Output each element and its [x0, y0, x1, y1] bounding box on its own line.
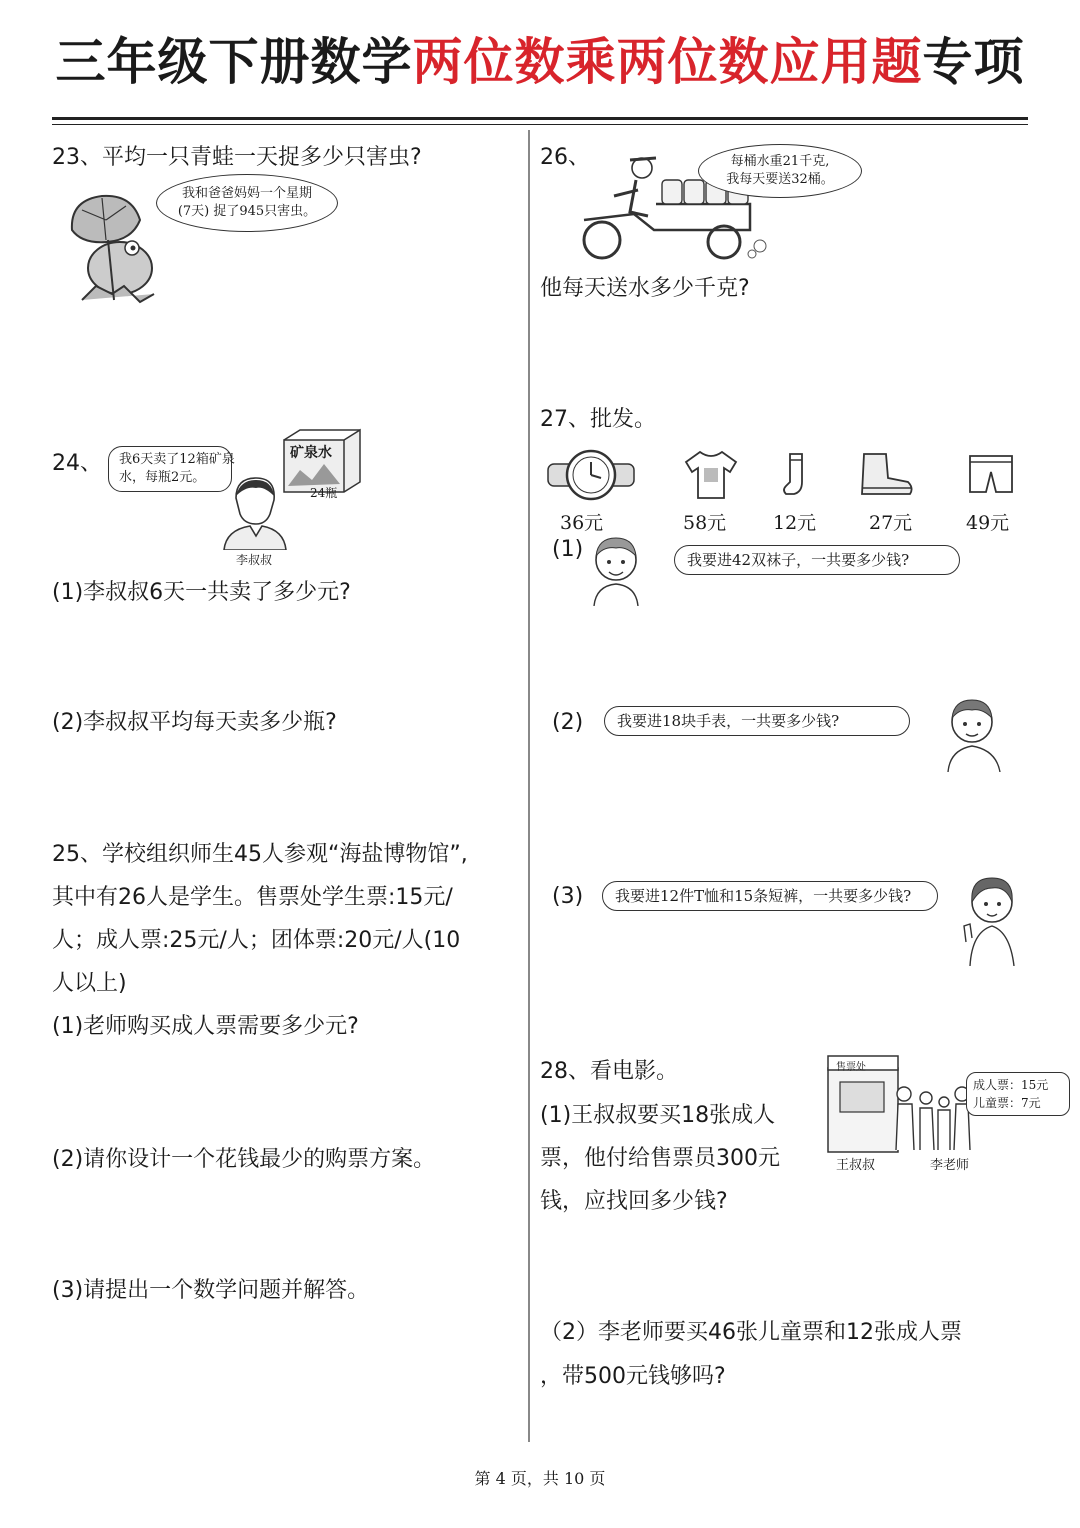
adult-ticket-price: 成人票：15元	[973, 1078, 1049, 1092]
girl-icon	[958, 872, 1018, 966]
q27-sub3-label: (3)	[552, 884, 584, 909]
frog-with-leaf-icon	[62, 190, 172, 310]
teacher-li-caption: 李老师	[930, 1158, 970, 1173]
watch-icon	[546, 448, 636, 502]
q24-speech-bubble	[108, 446, 235, 492]
sock-icon	[782, 452, 808, 498]
q25-line-3: 人；成人票:25元/人；团体票:20元/人(10	[52, 928, 461, 953]
ticket-booth-sign: 售票处	[836, 1062, 866, 1073]
title-part-3: 专项	[922, 32, 1025, 91]
q24-sub2: (2)李叔叔平均每天卖多少瓶?	[52, 710, 337, 735]
price-boot: 27元	[869, 512, 913, 534]
q28-sub1-line-3: 钱，应找回多少钱?	[540, 1189, 728, 1214]
q25-line-2: 其中有26人是学生。售票处学生票:15元/	[52, 885, 453, 910]
q28-sub2-line-2: ，带500元钱够吗?	[540, 1364, 726, 1389]
box-label: 矿泉水	[290, 445, 332, 461]
q28-sub2-line-1: （2）李老师要买46张儿童票和12张成人票	[540, 1320, 962, 1345]
q23-bubble-line-1: 我和爸爸妈妈一个星期	[181, 186, 312, 201]
q26-bubble-line-1: 每桶水重21千克,	[730, 154, 830, 169]
q25-sub3: (3)请提出一个数学问题并解答。	[52, 1278, 370, 1303]
title-rule-thick	[52, 117, 1028, 120]
q28-title: 28、看电影。	[540, 1059, 678, 1084]
q27-sub3-bubble: 我要进12件T恤和15条短裤，一共要多少钱?	[602, 881, 938, 911]
uncle-li-icon	[220, 474, 290, 550]
boy-icon	[940, 694, 1010, 772]
price-shorts: 49元	[966, 512, 1010, 534]
uncle-wang-caption: 王叔叔	[836, 1158, 876, 1173]
price-watch: 36元	[560, 512, 604, 534]
q24-bubble-line-2: 水，每瓶2元。	[119, 470, 206, 485]
q27-sub1-label: (1)	[552, 537, 584, 562]
q26-question: 他每天送水多少千克?	[540, 276, 750, 301]
q24-number: 24、	[52, 451, 102, 476]
shorts-icon	[968, 454, 1014, 496]
page-title	[0, 22, 1080, 94]
q25-line-4: 人以上)	[52, 971, 127, 996]
title-part-2: 两位数乘两位数应用题	[412, 32, 923, 91]
price-sock: 12元	[773, 512, 817, 534]
q23-speech-bubble	[156, 174, 338, 232]
q23-bubble-line-2: (7天) 捉了945只害虫。	[177, 204, 317, 219]
price-tshirt: 58元	[683, 512, 727, 534]
q26-number: 26、	[540, 145, 590, 170]
q24-bubble-line-1: 我6天卖了12箱矿泉	[119, 452, 235, 467]
title-rule-thin	[52, 124, 1028, 125]
boot-icon	[858, 448, 916, 500]
q27-title: 27、批发。	[540, 407, 656, 432]
q28-sub1-line-1: (1)王叔叔要买18张成人	[540, 1103, 776, 1128]
tshirt-icon	[684, 450, 738, 500]
q26-bubble-line-2: 我每天要送32桶。	[726, 172, 834, 187]
box-count: 24瓶	[310, 486, 338, 500]
q27-sub2-bubble: 我要进18块手表，一共要多少钱?	[604, 706, 910, 736]
q25-sub1: (1)老师购买成人票需要多少元?	[52, 1014, 359, 1039]
title-part-1: 三年级下册数学	[55, 32, 413, 91]
q28-sub1-line-2: 票，他付给售票员300元	[540, 1146, 780, 1171]
child-ticket-price: 儿童票：7元	[973, 1096, 1041, 1110]
q25-sub2: (2)请你设计一个花钱最少的购票方案。	[52, 1147, 436, 1172]
q27-sub1-bubble: 我要进42双袜子，一共要多少钱?	[674, 545, 960, 575]
q25-line-1: 25、学校组织师生45人参观“海盐博物馆”,	[52, 842, 468, 867]
q26-speech-bubble	[698, 144, 862, 198]
q23-question: 23、平均一只青蛙一天捉多少只害虫?	[52, 145, 422, 170]
uncle-li-caption: 李叔叔	[236, 553, 273, 567]
q24-sub1: (1)李叔叔6天一共卖了多少元?	[52, 580, 351, 605]
page-number: 第 4 页，共 10 页	[474, 1469, 606, 1488]
boy-icon	[590, 532, 642, 606]
column-divider	[528, 130, 530, 1442]
ticket-price-board	[966, 1072, 1070, 1116]
q27-sub2-label: (2)	[552, 710, 584, 735]
